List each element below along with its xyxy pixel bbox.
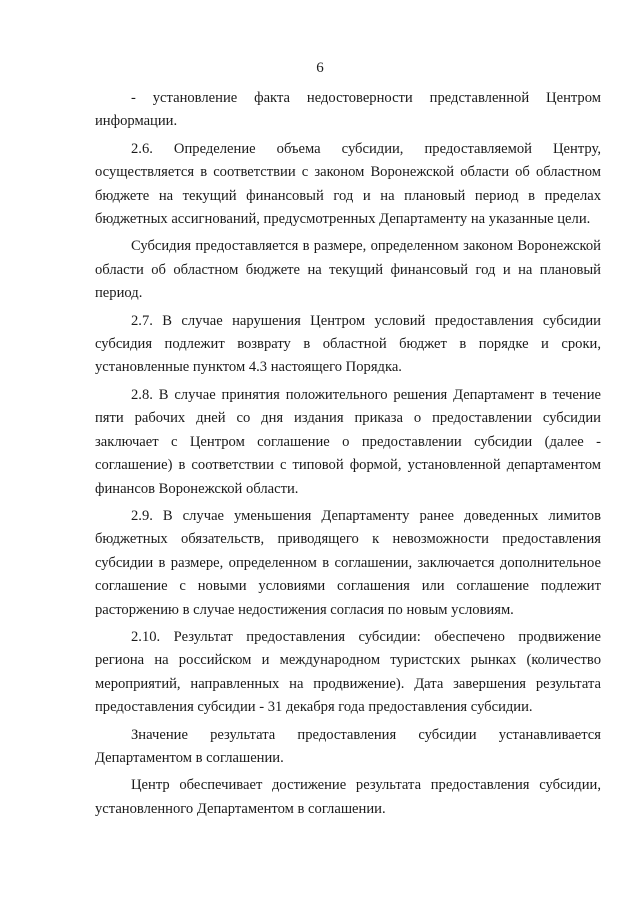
paragraph-result-achievement: Центр обеспечивает достижение результата предоставления субсидии, установленного Департаментом в соглашении. <box>95 777 601 817</box>
paragraph-2-8-agreement: 2.8. В случае принятия положительного решения Департамент в течение пяти рабочих дней со дня издания приказа о предоставлении субсидии заключает с Центром соглашение о предоставлении субсидии (далее - соглашение) в соответствии с типовой формой, установленной департаментом финансов Воронежской области. <box>95 386 601 497</box>
page-number: 6 <box>316 60 324 76</box>
paragraph-2-7-return: 2.7. В случае нарушения Центром условий предоставления субсидии субсидия подлежит возврату в областной бюджет в порядке и сроки, установленные пунктом 4.3 настоящего Порядка. <box>95 312 601 376</box>
paragraph-2-6-subsidy-volume: 2.6. Определение объема субсидии, предоставляемой Центру, осуществляется в соответствии с законом Воронежской области об областном бюджете на текущий финансовый год и на плановый период в пределах бюджетных ассигнований, предусмотренных Департаменту на указанные цели. <box>95 140 601 228</box>
paragraph-2-9-limits-reduction: 2.9. В случае уменьшения Департаменту ранее доведенных лимитов бюджетных обязательств, приводящего к невозможности предоставления субсидии в размере, определенном в соглашении, заключается дополнительное соглашение с новыми условиями соглашения или соглашение подлежит расторжению в случае недостижения согласия по новым условиям. <box>95 507 601 618</box>
document-body <box>95 87 601 825</box>
paragraph-false-information: - установление факта недостоверности представленной Центром информации. <box>95 90 601 130</box>
paragraph-2-10-result: 2.10. Результат предоставления субсидии: обеспечено продвижение региона на российском и международном туристских рынках (количество мероприятий, направленных на продвижение). Дата завершения результата предоставления субсидии - 31 декабря года предоставления субсидии. <box>95 628 601 716</box>
paragraph-subsidy-amount: Субсидия предоставляется в размере, определенном законом Воронежской области об областном бюджете на текущий финансовый год и на плановый период. <box>95 238 601 302</box>
paragraph-result-value: Значение результата предоставления субсидии устанавливается Департаментом в соглашении. <box>95 726 601 766</box>
